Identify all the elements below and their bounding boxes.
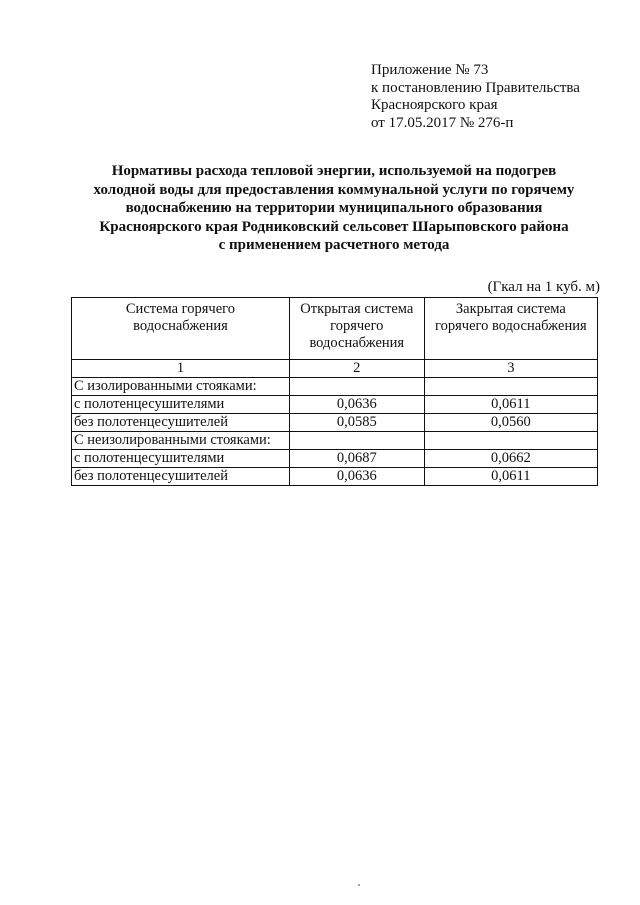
units-label: (Гкал на 1 куб. м) [487,279,600,295]
row-label: С неизолированными стояками: [72,432,290,450]
open-value: 0,0585 [289,414,424,432]
closed-value: 0,0662 [424,450,597,468]
title-line: Красноярского края Родниковский сельсовет Шарыповского района [99,218,569,235]
table-header-row [72,298,598,360]
title-line: Нормативы расхода тепловой энергии, используемой на подогрев [111,163,557,179]
open-value: 0,0636 [289,396,424,414]
closed-value: 0,0611 [424,468,597,486]
title-line: водоснабжению на территории муниципального образования [125,200,543,216]
closed-value [424,432,597,450]
open-value: 0,0687 [289,450,424,468]
row-label: с полотенцесушителями [72,450,290,468]
table-row [72,432,598,450]
header-open-system: Открытая система горячего водоснабжения [289,298,424,360]
column-index: 2 [289,360,424,378]
document-title [60,162,608,255]
row-label: без полотенцесушителей [72,468,290,486]
table-row [72,396,598,414]
appendix-block [371,62,580,132]
column-index: 1 [72,360,290,378]
header-closed-system: Закрытая система горячего водоснабжения [424,298,597,360]
row-label: с полотенцесушителями [72,396,290,414]
appendix-reference: к постановлению Правительства [371,79,580,96]
scan-speck [358,884,360,886]
title-line: холодной воды для предоставления коммунальной услуги по горячему [93,181,575,198]
appendix-number: Приложение № 73 [371,62,489,78]
appendix-date: от 17.05.2017 № 276-п [371,114,514,131]
title-line: с применением расчетного метода [218,237,450,253]
table-row [72,414,598,432]
column-index: 3 [424,360,597,378]
closed-value: 0,0560 [424,414,597,432]
open-value: 0,0636 [289,468,424,486]
header-system: Система горячего водоснабжения [72,298,290,360]
closed-value: 0,0611 [424,396,597,414]
table-row [72,468,598,486]
open-value [289,432,424,450]
open-value [289,378,424,396]
row-label: без полотенцесушителей [72,414,290,432]
norms-table [71,297,598,486]
closed-value [424,378,597,396]
table-row [72,378,598,396]
row-label: С изолированными стояками: [72,378,290,396]
appendix-region: Красноярского края [371,97,498,113]
table-row [72,450,598,468]
column-index-row [72,360,598,378]
